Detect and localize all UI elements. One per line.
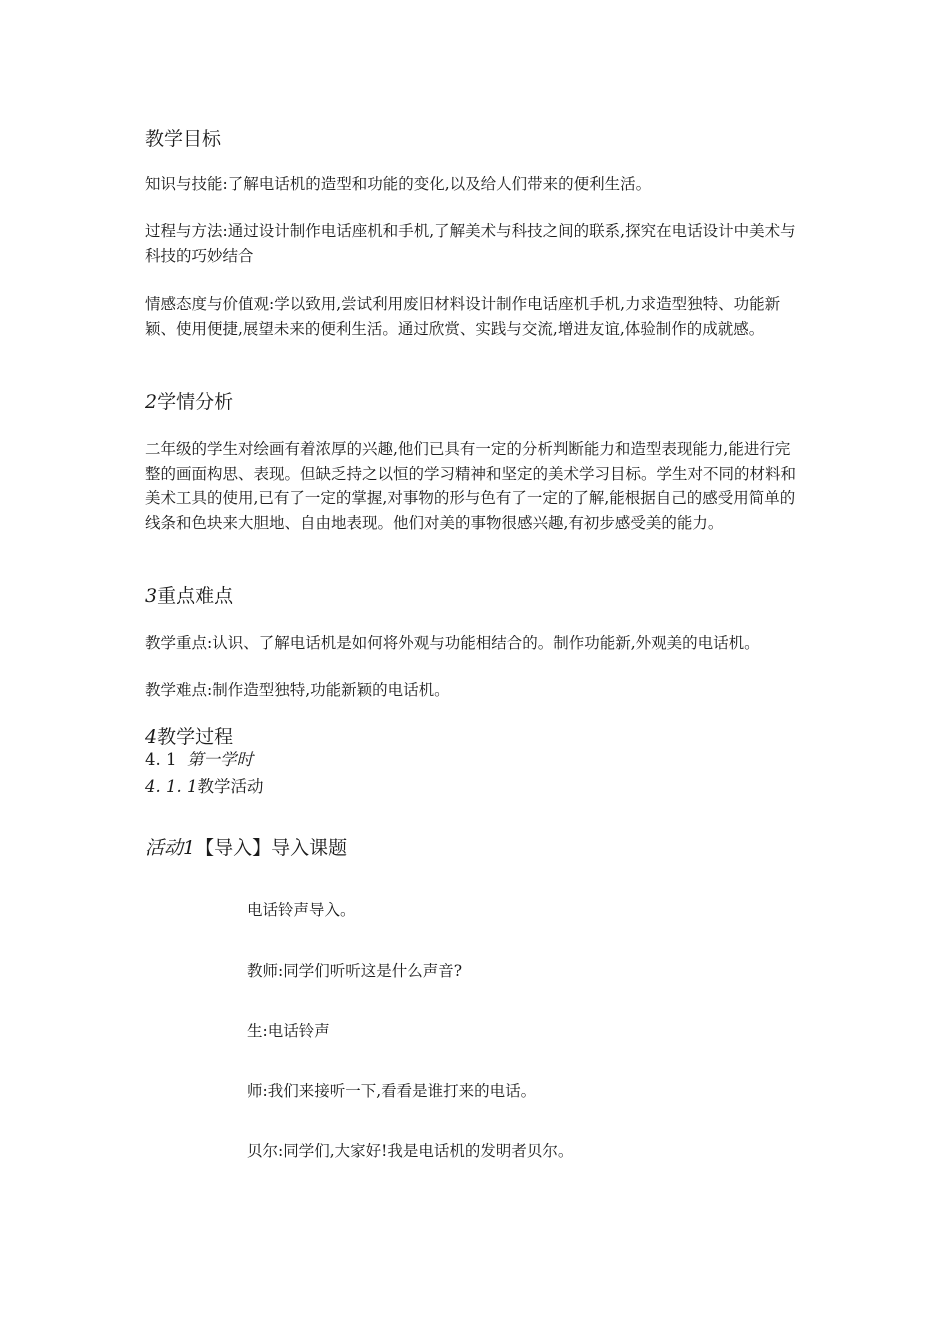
objectives-heading: 教学目标: [145, 128, 222, 150]
process-heading-text: 教学过程: [157, 726, 234, 748]
process-method-paragraph: 过程与方法:通过设计制作电话座机和手机,了解美术与科技之间的联系,探究在电话设计中美术与科技的巧妙结合: [145, 222, 796, 265]
activity1-title: 导入课题: [271, 837, 348, 859]
lesson-title: 第一学时: [187, 750, 253, 769]
activity1-heading: [145, 836, 347, 860]
process-heading: [145, 725, 233, 749]
keypoints-heading-text: 重点难点: [157, 585, 234, 607]
analysis-heading: [145, 390, 233, 414]
activity-line: 教师:同学们听听这是什么声音?: [247, 962, 463, 980]
knowledge-skills-paragraph: 知识与技能:了解电话机的造型和功能的变化,以及给人们带来的便利生活。: [145, 175, 652, 193]
activity-subheading: [145, 776, 263, 798]
activity1-tag: 【导入】: [195, 837, 272, 859]
lesson-number: 4. 1: [145, 750, 177, 769]
keypoints-heading: [145, 584, 233, 608]
lesson-heading: [145, 749, 253, 771]
teaching-focus-paragraph: 教学重点:认识、了解电话机是如何将外观与功能相结合的。制作功能新,外观美的电话机。: [145, 634, 760, 652]
activity-line: 师:我们来接听一下,看看是谁打来的电话。: [247, 1082, 537, 1100]
activity-subheading-text: 教学活动: [197, 777, 264, 796]
activity1-number: 1: [183, 837, 196, 859]
activity-line: 贝尔:同学们,大家好!我是电话机的发明者贝尔。: [247, 1142, 574, 1160]
analysis-heading-text: 学情分析: [157, 391, 234, 413]
teaching-difficulty-paragraph: 教学难点:制作造型独特,功能新颖的电话机。: [145, 681, 450, 699]
activity1-label: 活动: [145, 837, 184, 859]
process-number: 4: [145, 726, 158, 748]
activity-line: 电话铃声导入。: [247, 901, 356, 919]
analysis-paragraph: 二年级的学生对绘画有着浓厚的兴趣,他们已具有一定的分析判断能力和造型表现能力,能进行完整的画面构思、表现。但缺乏持之以恒的学习精神和坚定的美术学习目标。学生对不同的材料和美术工具的使用,已有了一定的掌握,对事物的形与色有了一定的了解,能根据自己的感受用简单的线条和色块来大胆地、自由地表现。他们对美的事物很感兴趣,有初步感受美的能力。: [145, 440, 797, 532]
analysis-number: 2: [145, 391, 158, 413]
activity-line: 生:电话铃声: [247, 1022, 330, 1040]
keypoints-number: 3: [145, 585, 158, 607]
emotion-attitude-paragraph: 情感态度与价值观:学以致用,尝试利用废旧材料设计制作电话座机手机,力求造型独特、功能新颖、使用便捷,展望未来的便利生活。通过欣赏、实践与交流,增进友谊,体验制作的成就感。: [145, 295, 781, 338]
activity-number: 4. 1. 1: [145, 777, 198, 796]
